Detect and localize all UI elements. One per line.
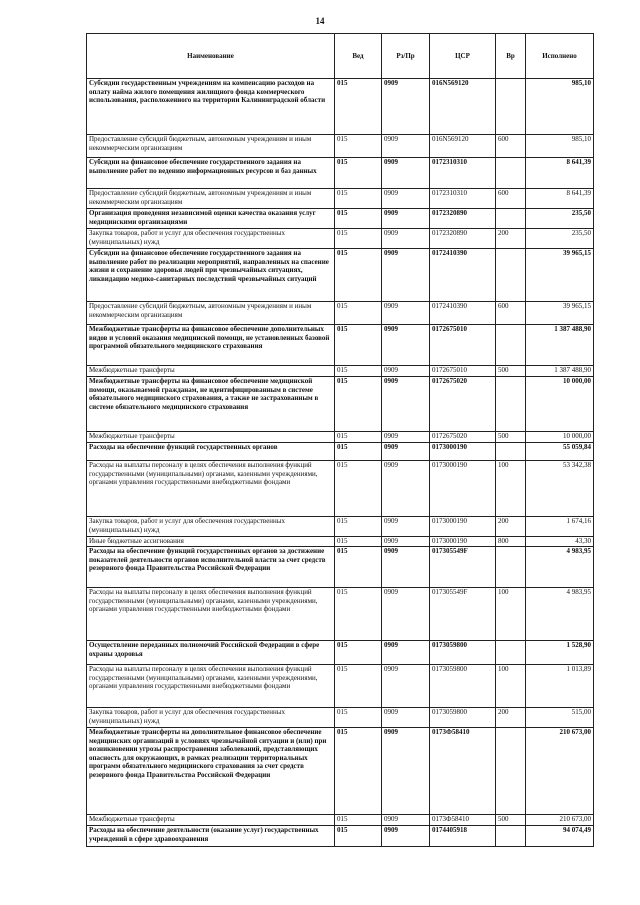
cell-ved: 015 (335, 377, 382, 432)
cell-name: Закупка товаров, работ и услуг для обеспечения государственных (муниципальных) нужд (87, 229, 335, 249)
cell-rzpr: 0909 (382, 728, 430, 815)
cell-name: Предоставление субсидий бюджетным, автономным учреждениям и иным некоммерческим организациям (87, 135, 335, 158)
cell-csr: 0173Ф58410 (430, 815, 496, 826)
table-row (87, 302, 594, 325)
cell-amount: 210 673,00 (526, 728, 594, 815)
cell-vr: 200 (496, 517, 526, 537)
table-row (87, 229, 594, 249)
cell-csr: 017305549F (430, 547, 496, 588)
table-row (87, 641, 594, 665)
table-row (87, 79, 594, 135)
cell-amount: 1 387 488,90 (526, 325, 594, 366)
cell-amount: 985,10 (526, 79, 594, 135)
cell-rzpr: 0909 (382, 588, 430, 641)
cell-amount: 10 000,00 (526, 377, 594, 432)
cell-ved: 015 (335, 815, 382, 826)
cell-rzpr: 0909 (382, 135, 430, 158)
cell-amount: 235,50 (526, 209, 594, 229)
cell-name: Закупка товаров, работ и услуг для обеспечения государственных (муниципальных) нужд (87, 708, 335, 728)
cell-vr (496, 826, 526, 847)
cell-amount: 1 674,16 (526, 517, 594, 537)
header-name: Наименование (87, 34, 335, 79)
cell-amount: 4 983,95 (526, 547, 594, 588)
header-row (87, 34, 594, 79)
cell-name: Межбюджетные трансферты на финансовое обеспечение медицинской помощи, оказываемой гражданам, не идентифицированным в системе обязательного медицинского страхования, а также не застрахованным в системе обязательного медицинского страхования (87, 377, 335, 432)
cell-vr: 500 (496, 815, 526, 826)
cell-amount: 39 965,15 (526, 302, 594, 325)
cell-ved: 015 (335, 443, 382, 461)
cell-rzpr: 0909 (382, 432, 430, 443)
cell-rzpr: 0909 (382, 443, 430, 461)
cell-amount: 1 387 488,90 (526, 366, 594, 377)
cell-rzpr: 0909 (382, 377, 430, 432)
cell-vr: 100 (496, 665, 526, 708)
cell-amount: 210 673,00 (526, 815, 594, 826)
cell-ved: 015 (335, 517, 382, 537)
cell-csr: 0173059800 (430, 708, 496, 728)
cell-vr: 800 (496, 537, 526, 547)
cell-name: Субсидии на финансовое обеспечение государственного задания на выполнение работ по ведению информационных ресурсов и баз данных (87, 158, 335, 189)
cell-csr: 0172310310 (430, 189, 496, 209)
cell-amount: 39 965,15 (526, 249, 594, 302)
table-row (87, 325, 594, 366)
table-row (87, 443, 594, 461)
page-number: 14 (315, 16, 325, 26)
table-row (87, 158, 594, 189)
table-row (87, 537, 594, 547)
cell-name: Межбюджетные трансферты (87, 432, 335, 443)
table-row (87, 209, 594, 229)
cell-csr: 0173Ф58410 (430, 728, 496, 815)
cell-ved: 015 (335, 826, 382, 847)
cell-vr (496, 158, 526, 189)
header-csr: ЦСР (430, 34, 496, 79)
table-row (87, 588, 594, 641)
table-row (87, 826, 594, 847)
cell-vr: 500 (496, 432, 526, 443)
table-row (87, 366, 594, 377)
cell-rzpr: 0909 (382, 708, 430, 728)
cell-rzpr: 0909 (382, 537, 430, 547)
table-row (87, 815, 594, 826)
cell-csr: 0172320890 (430, 229, 496, 249)
cell-csr: 0173000190 (430, 461, 496, 517)
cell-amount: 985,10 (526, 135, 594, 158)
cell-ved: 015 (335, 229, 382, 249)
cell-vr: 100 (496, 461, 526, 517)
table-row (87, 432, 594, 443)
cell-amount: 94 074,49 (526, 826, 594, 847)
cell-rzpr: 0909 (382, 79, 430, 135)
cell-name: Предоставление субсидий бюджетным, автономным учреждениям и иным некоммерческим организациям (87, 189, 335, 209)
cell-csr: 0173000190 (430, 537, 496, 547)
cell-rzpr: 0909 (382, 366, 430, 377)
cell-ved: 015 (335, 461, 382, 517)
cell-amount: 8 641,39 (526, 158, 594, 189)
header-rzpr: Рз/Пр (382, 34, 430, 79)
cell-csr: 0172320890 (430, 209, 496, 229)
cell-ved: 015 (335, 158, 382, 189)
table-row (87, 189, 594, 209)
cell-ved: 015 (335, 302, 382, 325)
cell-ved: 015 (335, 135, 382, 158)
table-row (87, 249, 594, 302)
cell-csr: 0172675020 (430, 432, 496, 443)
cell-vr (496, 641, 526, 665)
cell-amount: 4 983,95 (526, 588, 594, 641)
cell-ved: 015 (335, 189, 382, 209)
cell-vr: 100 (496, 588, 526, 641)
cell-rzpr: 0909 (382, 209, 430, 229)
cell-rzpr: 0909 (382, 229, 430, 249)
budget-table (86, 33, 594, 847)
cell-vr (496, 249, 526, 302)
table-row (87, 135, 594, 158)
cell-rzpr: 0909 (382, 249, 430, 302)
cell-name: Осуществление переданных полномочий Российской Федерации в сфере охраны здоровья (87, 641, 335, 665)
cell-csr: 0173000190 (430, 517, 496, 537)
cell-csr: 016N569120 (430, 135, 496, 158)
cell-name: Организация проведения независимой оценки качества оказания услуг медицинскими организациями (87, 209, 335, 229)
cell-name: Закупка товаров, работ и услуг для обеспечения государственных (муниципальных) нужд (87, 517, 335, 537)
cell-amount: 235,50 (526, 229, 594, 249)
cell-rzpr: 0909 (382, 302, 430, 325)
cell-vr: 600 (496, 135, 526, 158)
cell-vr (496, 728, 526, 815)
cell-ved: 015 (335, 249, 382, 302)
cell-csr: 0173059800 (430, 641, 496, 665)
cell-csr: 0174405918 (430, 826, 496, 847)
cell-name: Субсидии на финансовое обеспечение государственного задания на выполнение работ по реализации мероприятий, направленных на спасение жизни и сохранение здоровья людей при чрезвычайных ситуациях, ликвидацию медико-санитарных последствий чрезвычайных ситуаций (87, 249, 335, 302)
cell-name: Межбюджетные трансферты на финансовое обеспечение дополнительных видов и условий оказания медицинской помощи, не установленных базовой программой обязательного медицинского страхования (87, 325, 335, 366)
cell-vr (496, 377, 526, 432)
cell-ved: 015 (335, 325, 382, 366)
cell-csr: 0172675010 (430, 325, 496, 366)
cell-amount: 53 342,38 (526, 461, 594, 517)
table-row (87, 517, 594, 537)
cell-ved: 015 (335, 547, 382, 588)
table-row (87, 547, 594, 588)
cell-vr: 600 (496, 189, 526, 209)
cell-ved: 015 (335, 209, 382, 229)
table-row (87, 461, 594, 517)
cell-name: Межбюджетные трансферты на дополнительное финансовое обеспечение медицинских организаций в условиях чрезвычайной ситуации и (или) при возникновении угрозы распространения заболеваний, представляющих опасность для окружающих, в рамках реализации территориальных программ обязательного медицинского страхования за счет средств резервного фонда Правительства Российской Федерации (87, 728, 335, 815)
cell-amount: 55 059,84 (526, 443, 594, 461)
cell-amount: 43,30 (526, 537, 594, 547)
cell-name: Расходы на обеспечение функций государственных органов (87, 443, 335, 461)
cell-rzpr: 0909 (382, 547, 430, 588)
cell-csr: 0173059800 (430, 665, 496, 708)
table-row (87, 377, 594, 432)
cell-name: Межбюджетные трансферты (87, 366, 335, 377)
cell-name: Иные бюджетные ассигнования (87, 537, 335, 547)
cell-vr (496, 547, 526, 588)
cell-csr: 0172675010 (430, 366, 496, 377)
cell-ved: 015 (335, 708, 382, 728)
cell-ved: 015 (335, 537, 382, 547)
cell-name: Предоставление субсидий бюджетным, автономным учреждениям и иным некоммерческим организациям (87, 302, 335, 325)
cell-rzpr: 0909 (382, 641, 430, 665)
cell-rzpr: 0909 (382, 461, 430, 517)
cell-csr: 0172410390 (430, 302, 496, 325)
cell-csr: 0173000190 (430, 443, 496, 461)
cell-ved: 015 (335, 728, 382, 815)
cell-csr: 0172675020 (430, 377, 496, 432)
cell-amount: 515,00 (526, 708, 594, 728)
cell-name: Межбюджетные трансферты (87, 815, 335, 826)
cell-rzpr: 0909 (382, 826, 430, 847)
cell-csr: 0172310310 (430, 158, 496, 189)
cell-name: Расходы на обеспечение функций государственных органов за достижение показателей деятельности органов исполнительной власти за счет средств резервного фонда Правительства Российской Федерации (87, 547, 335, 588)
cell-amount: 1 528,90 (526, 641, 594, 665)
header-amount: Исполнено (526, 34, 594, 79)
cell-ved: 015 (335, 588, 382, 641)
cell-name: Расходы на обеспечение деятельности (оказание услуг) государственных учреждений в сфере здравоохранения (87, 826, 335, 847)
cell-rzpr: 0909 (382, 325, 430, 366)
cell-rzpr: 0909 (382, 158, 430, 189)
table-body (87, 79, 594, 847)
cell-ved: 015 (335, 79, 382, 135)
cell-name: Субсидии государственным учреждениям на компенсацию расходов на оплату найма жилого помещения жилищного фонда коммерческого использования, расположенного на территории Калининградской области (87, 79, 335, 135)
header-ved: Вед (335, 34, 382, 79)
cell-rzpr: 0909 (382, 189, 430, 209)
cell-rzpr: 0909 (382, 665, 430, 708)
cell-csr: 017305549F (430, 588, 496, 641)
table-row (87, 728, 594, 815)
cell-ved: 015 (335, 641, 382, 665)
cell-vr (496, 325, 526, 366)
cell-vr (496, 209, 526, 229)
cell-csr: 016N569120 (430, 79, 496, 135)
cell-name: Расходы на выплаты персоналу в целях обеспечения выполнения функций государственными (муниципальными) органами, казенными учреждениями, органами управления государственными внебюджетными фондами (87, 461, 335, 517)
cell-rzpr: 0909 (382, 815, 430, 826)
cell-csr: 0172410390 (430, 249, 496, 302)
cell-rzpr: 0909 (382, 517, 430, 537)
table-row (87, 665, 594, 708)
cell-vr (496, 79, 526, 135)
cell-amount: 10 000,00 (526, 432, 594, 443)
cell-vr: 200 (496, 708, 526, 728)
header-vr: Вр (496, 34, 526, 79)
cell-name: Расходы на выплаты персоналу в целях обеспечения выполнения функций государственными (муниципальными) органами, казенными учреждениями, органами управления государственными внебюджетными фондами (87, 665, 335, 708)
cell-vr: 500 (496, 366, 526, 377)
table-row (87, 708, 594, 728)
cell-vr (496, 443, 526, 461)
cell-vr: 200 (496, 229, 526, 249)
cell-ved: 015 (335, 665, 382, 708)
cell-ved: 015 (335, 432, 382, 443)
cell-amount: 1 013,89 (526, 665, 594, 708)
cell-amount: 8 641,39 (526, 189, 594, 209)
cell-vr: 600 (496, 302, 526, 325)
cell-name: Расходы на выплаты персоналу в целях обеспечения выполнения функций государственными (муниципальными) органами, казенными учреждениями, органами управления государственными внебюджетными фондами (87, 588, 335, 641)
cell-ved: 015 (335, 366, 382, 377)
